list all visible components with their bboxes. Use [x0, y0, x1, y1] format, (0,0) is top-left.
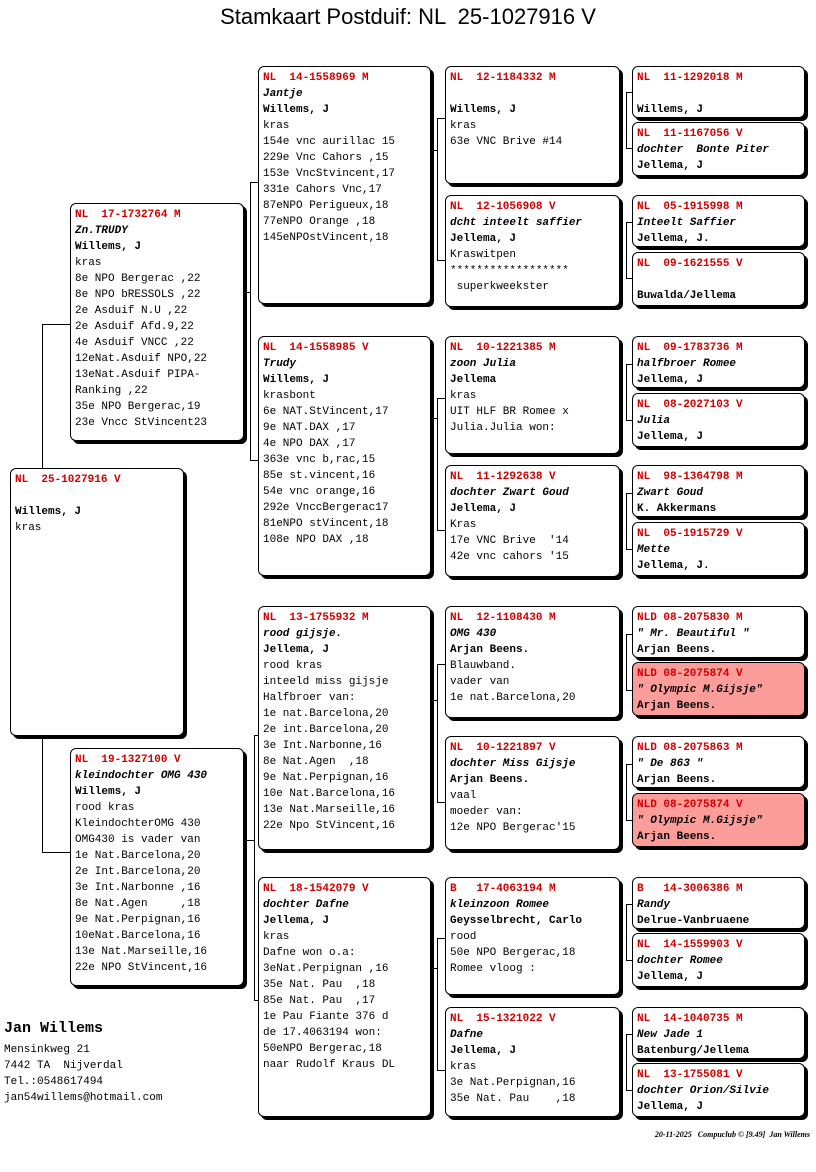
pigeon-detail-line: Jellema, J	[450, 503, 517, 515]
pigeon-card-ancestor-highlighted[interactable]	[632, 662, 805, 716]
pigeon-detail-line: 50e NPO Bergerac,18	[450, 947, 576, 959]
pigeon-detail-line: rood	[450, 931, 477, 943]
pigeon-name: Trudy	[263, 358, 297, 370]
ring-number: NL 12-1184332 M	[450, 72, 556, 84]
owner-address: Mensinkweg 21	[4, 1044, 90, 1056]
pigeon-card-grandparent[interactable]	[258, 336, 431, 576]
pigeon-name: Mette	[637, 544, 671, 556]
pigeon-detail-line: Jellema, J	[637, 431, 704, 443]
pigeon-name: dochter Dafne	[263, 899, 349, 911]
pigeon-detail-line: Jellema, J	[263, 644, 330, 656]
pigeon-card-great-grandparent[interactable]	[445, 1007, 620, 1117]
pigeon-detail-line: 8e Nat.Agen ,18	[263, 756, 369, 768]
ring-number: NL 12-1056908 V	[450, 201, 556, 213]
pigeon-detail-line: 23e Vncc StVincent23	[75, 417, 208, 429]
ring-number: NLD 08-2075874 V	[637, 799, 743, 811]
pigeon-detail-line: 331e Cahors Vnc,17	[263, 184, 382, 196]
pigeon-detail-line: superkweekster	[450, 281, 550, 293]
pigeon-name: dcht inteelt saffier	[450, 217, 583, 229]
pigeon-detail-line: KleindochterOMG 430	[75, 818, 201, 830]
pigeon-detail-line: rood kras	[263, 660, 323, 672]
pigeon-card-father[interactable]	[70, 203, 244, 441]
pigeon-detail-line: 13e Nat.Marseille,16	[263, 804, 396, 816]
ring-number: NL 14-1558969 M	[263, 72, 369, 84]
pigeon-detail-line: Arjan Beens.	[637, 644, 717, 656]
pigeon-card-grandparent[interactable]	[258, 606, 431, 850]
pigeon-detail-line: 3e Int.Narbonne ,16	[75, 882, 201, 894]
pigeon-name: dochter Zwart Goud	[450, 487, 569, 499]
pigeon-card-great-grandparent[interactable]	[445, 195, 620, 307]
pigeon-card-ancestor[interactable]	[632, 252, 805, 306]
ring-number: NL 19-1327100 V	[75, 754, 181, 766]
pigeon-card-great-grandparent[interactable]	[445, 336, 620, 454]
pigeon-detail-line: Arjan Beens.	[637, 831, 717, 843]
pigeon-name: kleindochter OMG 430	[75, 770, 208, 782]
pigeon-detail-line: 3e Nat.Perpignan,16	[450, 1077, 576, 1089]
pigeon-detail-line: 35e Nat. Pau ,18	[450, 1093, 576, 1105]
wire	[626, 764, 627, 820]
pigeon-detail-line: kras	[263, 120, 290, 132]
wire	[437, 118, 438, 260]
pigeon-detail-line: UIT HLF BR Romee x	[450, 406, 569, 418]
ring-number: NL 09-1621555 V	[637, 258, 743, 270]
wire	[626, 1034, 627, 1090]
pigeon-detail-line: Willems, J	[263, 374, 330, 386]
wire	[254, 735, 255, 1000]
ring-number: NL 11-1292018 M	[637, 72, 743, 84]
pigeon-detail-line: Arjan Beens.	[450, 644, 530, 656]
pigeon-detail-line: Buwalda/Jellema	[637, 290, 737, 302]
pigeon-card-ancestor[interactable]	[632, 122, 805, 176]
wire	[437, 664, 445, 665]
wire	[437, 1070, 445, 1071]
ring-number: NL 14-1040735 M	[637, 1013, 743, 1025]
ring-number: NL 18-1542079 V	[263, 883, 369, 895]
pigeon-detail-line: 229e Vnc Cahors ,15	[263, 152, 389, 164]
pigeon-detail-line: 81eNPO stVincent,18	[263, 518, 389, 530]
pigeon-detail-line: 108e NPO DAX ,18	[263, 534, 369, 546]
pigeon-name: Dafne	[450, 1029, 484, 1041]
wire	[437, 260, 445, 261]
pigeon-detail-line: 8e Nat.Agen ,18	[75, 898, 201, 910]
ring-number: NL 12-1108430 M	[450, 612, 556, 624]
pigeon-detail-line: rood kras	[75, 802, 135, 814]
wire	[437, 664, 438, 802]
pigeon-detail-line: OMG430 is vader van	[75, 834, 201, 846]
pigeon-detail-line: Jellema, J	[637, 160, 704, 172]
pigeon-detail-line: Jellema, J	[637, 374, 704, 386]
pigeon-name: OMG 430	[450, 628, 497, 640]
pigeon-detail-line: 363e vnc b,rac,15	[263, 454, 376, 466]
pigeon-card-great-grandparent[interactable]	[445, 465, 620, 577]
pigeon-name	[15, 488, 179, 504]
pigeon-name: dochter Romee	[637, 955, 723, 967]
owner-phone: Tel.:0548617494	[4, 1076, 104, 1088]
pigeon-detail-line: 3e Int.Narbonne,16	[263, 740, 382, 752]
pigeon-detail-line: 2e Asduif Afd.9,22	[75, 321, 194, 333]
ring-number: NL 13-1755081 V	[637, 1069, 743, 1081]
pigeon-name: New Jade 1	[637, 1029, 704, 1041]
wire	[42, 852, 70, 853]
pigeon-name: zoon Julia	[450, 358, 517, 370]
wire	[626, 364, 627, 420]
pigeon-detail-line: 17e VNC Brive '14	[450, 535, 569, 547]
ring-number: NL 14-1559903 V	[637, 939, 743, 951]
pigeon-detail-line: 54e vnc orange,16	[263, 486, 376, 498]
ring-number: B 17-4063194 M	[450, 883, 556, 895]
pigeon-detail-line: 4e Asduif VNCC ,22	[75, 337, 194, 349]
wire	[244, 840, 254, 841]
pigeon-card-ancestor[interactable]	[632, 522, 805, 576]
pigeon-name: " De 863 "	[637, 758, 704, 770]
pigeon-card-ancestor[interactable]	[632, 465, 805, 517]
pigeon-card-great-grandparent[interactable]	[445, 606, 620, 718]
pigeon-card-ancestor[interactable]	[632, 933, 805, 987]
wire	[42, 324, 43, 468]
wire	[626, 92, 627, 148]
pigeon-detail-line: Willems, J	[637, 104, 704, 116]
pigeon-detail-line: kras	[15, 522, 42, 534]
pigeon-detail-line: 42e vnc cahors '15	[450, 551, 569, 563]
pigeon-detail-line: 9e NAT.DAX ,17	[263, 422, 356, 434]
wire	[626, 904, 627, 960]
pigeon-name: Zn.TRUDY	[75, 225, 128, 237]
pigeon-detail-line: 10e Nat.Barcelona,16	[263, 788, 396, 800]
pigeon-card-great-grandparent[interactable]	[445, 877, 620, 995]
pigeon-detail-line: 154e vnc aurillac 15	[263, 136, 396, 148]
ring-number: NL 17-1732764 M	[75, 209, 181, 221]
pigeon-name: Zwart Goud	[637, 487, 704, 499]
pigeon-detail-line: Geysselbrecht, Carlo	[450, 915, 583, 927]
pigeon-detail-line: Kraswitpen	[450, 249, 517, 261]
pigeon-name: dochter Miss Gijsje	[450, 758, 576, 770]
pigeon-card-great-grandparent[interactable]	[445, 66, 620, 184]
footer-credits: 20-11-2025 Compuclub © [9.49] Jan Willems	[654, 1130, 810, 1139]
ring-number: NL 25-1027916 V	[15, 474, 121, 486]
ring-number: B 14-3006386 M	[637, 883, 743, 895]
wire	[626, 222, 627, 278]
pigeon-detail-line: Jellema	[450, 374, 497, 386]
ring-number: NLD 08-2075874 V	[637, 668, 743, 680]
wire	[626, 634, 627, 690]
pigeon-detail-line: naar Rudolf Kraus DL	[263, 1059, 396, 1071]
wire	[437, 118, 445, 119]
pigeon-card-ancestor[interactable]	[632, 393, 805, 447]
page-title: Stamkaart Postduif: NL 25-1027916 V	[220, 4, 596, 29]
pigeon-detail-line: kras	[75, 257, 102, 269]
wire	[250, 460, 258, 461]
pigeon-name: Julia	[637, 415, 671, 427]
pigeon-detail-line: 2e int.Barcelona,20	[263, 724, 389, 736]
pigeon-detail-line: 35e Nat. Pau ,18	[263, 979, 376, 991]
pigeon-card-ancestor[interactable]	[632, 1007, 805, 1059]
pigeon-detail-line: Arjan Beens.	[637, 700, 717, 712]
pigeon-detail-line: Willems, J	[263, 104, 330, 116]
pigeon-detail-line: 2e Int.Barcelona,20	[75, 866, 201, 878]
wire	[250, 182, 251, 460]
pigeon-detail-line: 9e Nat.Perpignan,16	[263, 772, 389, 784]
pigeon-detail-line: vader van	[450, 676, 510, 688]
wire	[42, 324, 70, 325]
pigeon-detail-line: 50eNPO Bergerac,18	[263, 1043, 382, 1055]
pigeon-detail-line: Arjan Beens.	[450, 774, 530, 786]
ring-number: NLD 08-2075830 M	[637, 612, 743, 624]
ring-number: NL 98-1364798 M	[637, 471, 743, 483]
pigeon-card-grandparent[interactable]	[258, 877, 431, 1117]
pigeon-card-ancestor[interactable]	[632, 336, 805, 388]
pigeon-name: " Mr. Beautiful "	[637, 628, 750, 640]
pigeon-detail-line: Jellema, J.	[637, 560, 710, 572]
ring-number: NLD 08-2075863 M	[637, 742, 743, 754]
pigeon-detail-line: Jellema, J	[450, 233, 517, 245]
pigeon-detail-line: Jellema, J	[637, 971, 704, 983]
pigeon-detail-line: 87eNPO Perigueux,18	[263, 200, 389, 212]
pigeon-detail-line: 8e NPO bRESSOLS ,22	[75, 289, 201, 301]
pigeon-name: Inteelt Saffier	[637, 217, 737, 229]
pigeon-card-ancestor[interactable]	[632, 877, 805, 929]
pigeon-detail-line: 153e VncStvincent,17	[263, 168, 396, 180]
pigeon-detail-line: 3eNat.Perpignan ,16	[263, 963, 389, 975]
pigeon-detail-line: 35e NPO Bergerac,19	[75, 401, 201, 413]
pigeon-card-mother[interactable]	[70, 748, 244, 986]
pigeon-detail-line: Jellema, J	[637, 1101, 704, 1113]
owner-city: 7442 TA Nijverdal	[4, 1060, 123, 1072]
pigeon-detail-line: 9e Nat.Perpignan,16	[75, 914, 201, 926]
pigeon-card-great-grandparent[interactable]	[445, 736, 620, 850]
pigeon-name: " Olympic M.Gijsje"	[637, 815, 763, 827]
pigeon-detail-line: moeder van:	[450, 806, 523, 818]
ring-number: NL 11-1167056 V	[637, 128, 743, 140]
pigeon-card-grandparent[interactable]	[258, 66, 431, 304]
pigeon-detail-line: 2e Asduif N.U ,22	[75, 305, 188, 317]
pigeon-detail-line: Willems, J	[75, 786, 142, 798]
pigeon-name: Jantje	[263, 88, 303, 100]
wire	[250, 182, 258, 183]
pigeon-detail-line: vaal	[450, 790, 477, 802]
pigeon-detail-line: 10eNat.Barcelona,16	[75, 930, 201, 942]
ring-number: NL 15-1321022 V	[450, 1013, 556, 1025]
pigeon-detail-line: Halfbroer van:	[263, 692, 356, 704]
pigeon-name	[637, 86, 800, 102]
pigeon-detail-line: 8e NPO Bergerac ,22	[75, 273, 201, 285]
pigeon-detail-line: de 17.4063194 won:	[263, 1027, 382, 1039]
pigeon-detail-line: Jellema, J.	[637, 233, 710, 245]
pigeon-name: kleinzoon Romee	[450, 899, 550, 911]
pigeon-card-ancestor[interactable]	[632, 736, 805, 788]
ring-number: NL 09-1783736 M	[637, 342, 743, 354]
pigeon-detail-line: Dafne won o.a:	[263, 947, 356, 959]
pigeon-detail-line: ******************	[450, 265, 569, 277]
pigeon-detail-line: 1e nat.Barcelona,20	[450, 692, 576, 704]
pigeon-detail-line: 12eNat.Asduif NPO,22	[75, 353, 208, 365]
wire	[437, 938, 438, 1070]
pigeon-detail-line: Julia.Julia won:	[450, 422, 556, 434]
wire	[437, 938, 445, 939]
wire	[437, 398, 445, 399]
pigeon-detail-line: 6e NAT.StVincent,17	[263, 406, 389, 418]
pigeon-card-ancestor[interactable]	[632, 1063, 805, 1117]
pigeon-detail-line: 13eNat.Asduif PIPA-	[75, 369, 201, 381]
pigeon-detail-line: krasbont	[263, 390, 316, 402]
pigeon-detail-line: kras	[450, 120, 477, 132]
pigeon-name	[450, 86, 615, 102]
pigeon-detail-line: 1e Pau Fiante 376 d	[263, 1011, 389, 1023]
pigeon-detail-line: kras	[450, 1061, 477, 1073]
pigeon-detail-line: kras	[263, 931, 290, 943]
pigeon-card-ancestor[interactable]	[632, 66, 805, 118]
pigeon-detail-line: kras	[450, 390, 477, 402]
pigeon-detail-line: 1e nat.Barcelona,20	[263, 708, 389, 720]
wire	[437, 802, 445, 803]
pigeon-name: rood gijsje.	[263, 628, 343, 640]
ring-number: NL 13-1755932 M	[263, 612, 369, 624]
pigeon-detail-line: 85e Nat. Pau ,17	[263, 995, 376, 1007]
pigeon-detail-line: 12e NPO Bergerac'15	[450, 822, 576, 834]
pigeon-name: halfbroer Romee	[637, 358, 737, 370]
pigeon-card-ancestor[interactable]	[632, 606, 805, 658]
pigeon-detail-line: Willems, J	[15, 506, 82, 518]
pigeon-detail-line: 4e NPO DAX ,17	[263, 438, 356, 450]
pigeon-detail-line: inteeld miss gijsje	[263, 676, 389, 688]
pigeon-detail-line: K. Akkermans	[637, 503, 717, 515]
pigeon-detail-line: Ranking ,22	[75, 385, 148, 397]
ring-number: NL 10-1221897 V	[450, 742, 556, 754]
pigeon-detail-line: Willems, J	[450, 104, 517, 116]
pigeon-detail-line: Jellema, J	[263, 915, 330, 927]
pigeon-detail-line: Romee vloog :	[450, 963, 536, 975]
pigeon-detail-line: Delrue-Vanbruaene	[637, 915, 750, 927]
pigeon-name: " Olympic M.Gijsje"	[637, 684, 763, 696]
pigeon-card-ancestor-highlighted[interactable]	[632, 793, 805, 847]
pigeon-detail-line: Blauwband.	[450, 660, 517, 672]
owner-email: jan54willems@hotmail.com	[4, 1092, 163, 1104]
pigeon-detail-line: 292e VnccBergerac17	[263, 502, 389, 514]
pigeon-detail-line: Batenburg/Jellema	[637, 1045, 750, 1057]
pigeon-detail-line: 13e Nat.Marseille,16	[75, 946, 208, 958]
pigeon-detail-line: 22e Npo StVincent,16	[263, 820, 396, 832]
pigeon-name: dochter Bonte Piter	[637, 144, 770, 156]
pigeon-detail-line: 145eNPOstVincent,18	[263, 232, 389, 244]
pigeon-card-subject[interactable]	[10, 468, 184, 736]
ring-number: NL 14-1558985 V	[263, 342, 369, 354]
ring-number: NL 10-1221385 M	[450, 342, 556, 354]
wire	[437, 398, 438, 530]
pigeon-name: Randy	[637, 899, 671, 911]
pigeon-detail-line: 1e Nat.Barcelona,20	[75, 850, 201, 862]
pigeon-detail-line: 77eNPO Orange ,18	[263, 216, 376, 228]
pigeon-detail-line: Arjan Beens.	[637, 774, 717, 786]
pigeon-detail-line: Kras	[450, 519, 477, 531]
wire	[626, 493, 627, 549]
ring-number: NL 05-1915729 V	[637, 528, 743, 540]
pigeon-detail-line: 63e VNC Brive #14	[450, 136, 563, 148]
pigeon-detail-line: 85e st.vincent,16	[263, 470, 376, 482]
owner-info	[4, 1019, 162, 1106]
ring-number: NL 05-1915998 M	[637, 201, 743, 213]
pigeon-detail-line: Jellema, J	[450, 1045, 517, 1057]
wire	[437, 530, 445, 531]
ring-number: NL 08-2027103 V	[637, 399, 743, 411]
pigeon-name: dochter Orion/Silvie	[637, 1085, 770, 1097]
pigeon-card-ancestor[interactable]	[632, 195, 805, 247]
owner-name: Jan Willems	[4, 1020, 104, 1037]
pigeon-detail-line: Willems, J	[75, 241, 142, 253]
ring-number: NL 11-1292638 V	[450, 471, 556, 483]
pigeon-name	[637, 272, 800, 288]
pigeon-detail-line: 22e NPO StVincent,16	[75, 962, 208, 974]
